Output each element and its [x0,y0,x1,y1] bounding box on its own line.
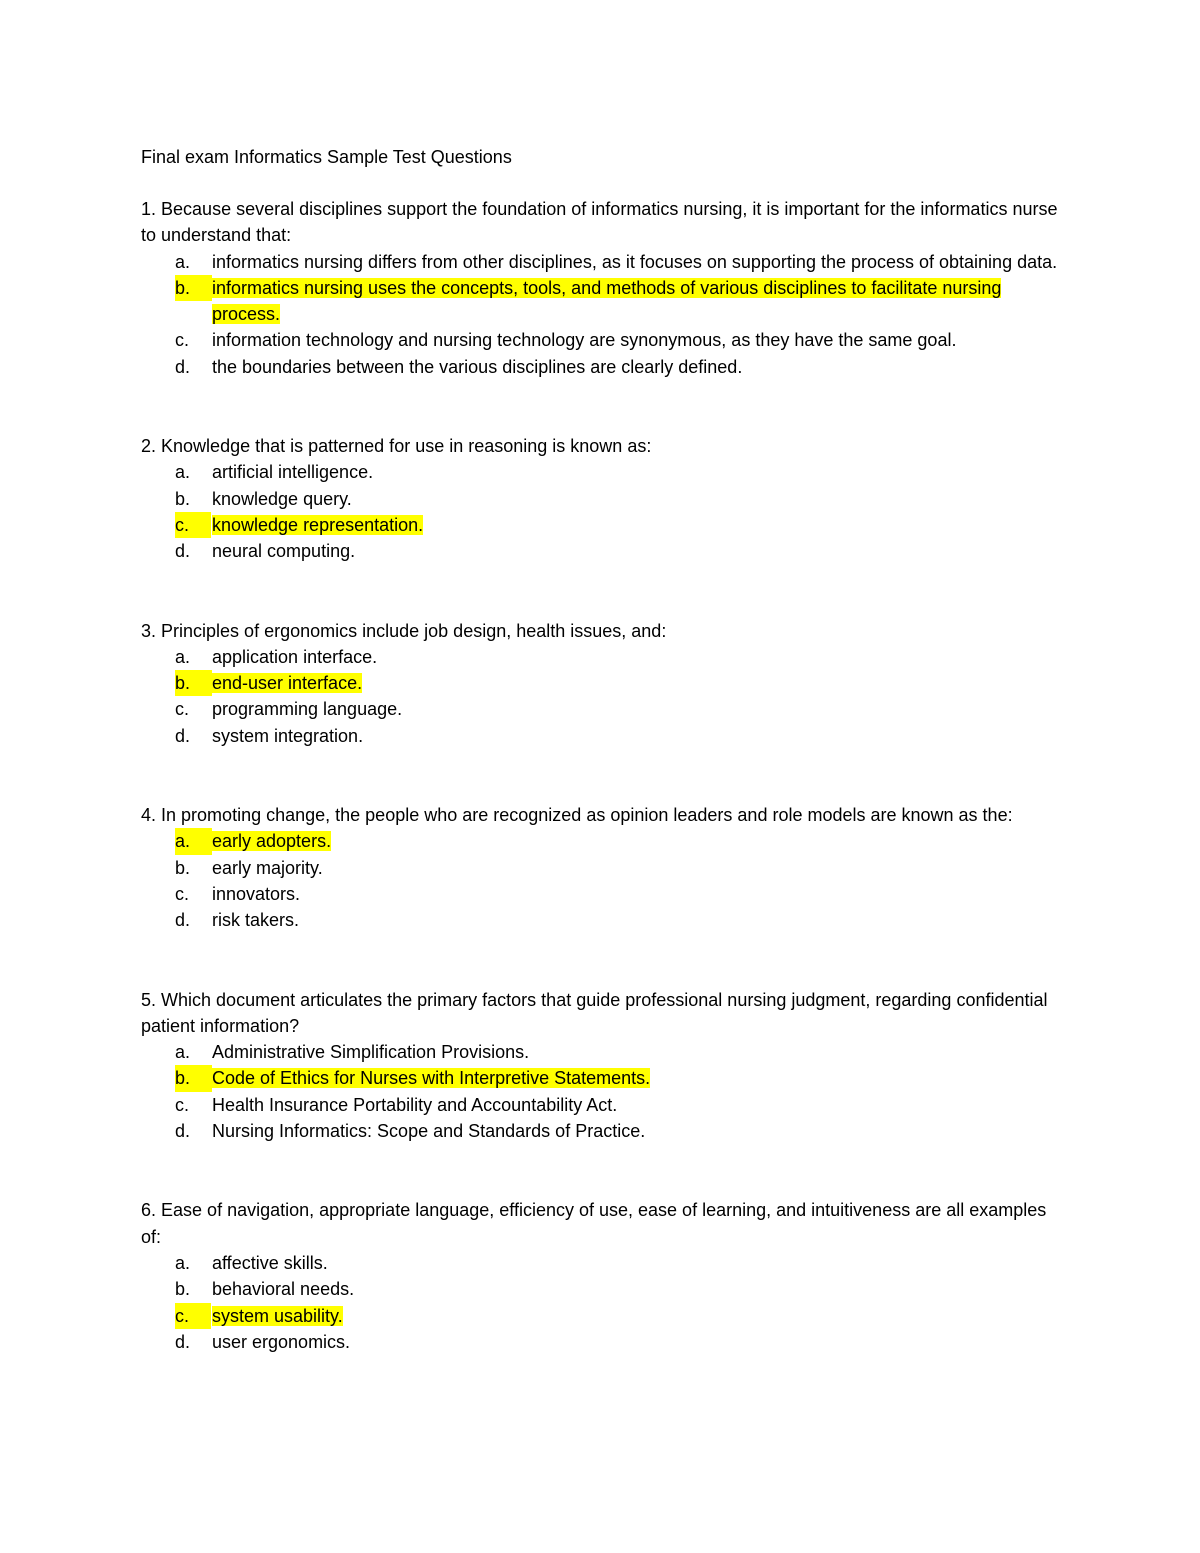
answer-options [141,1250,1071,1355]
option-letter: b. [175,488,191,509]
option-letter: a. [175,828,212,854]
option-text: application interface. [212,646,378,667]
option-text: system integration. [212,725,364,746]
question-stem [141,433,1071,459]
answer-option [141,696,1071,722]
option-text: risk takers. [212,910,300,931]
option-letter: b. [175,275,212,301]
answer-option-highlighted [141,1303,1071,1329]
answer-option [141,644,1071,670]
question-number: 6. [141,1200,157,1221]
option-letter: b. [175,1279,191,1300]
option-text: innovators. [212,883,301,904]
spacer [141,934,1071,987]
spacer [141,380,1071,433]
answer-option [141,855,1071,881]
option-text: programming language. [212,699,403,720]
option-letter: a. [175,251,191,272]
spacer [141,565,1071,618]
option-text: system usability. [212,1305,343,1326]
option-letter: a. [175,1252,191,1273]
option-text: Code of Ethics for Nurses with Interpretive Statements. [212,1068,651,1089]
option-letter: b. [175,1065,212,1091]
option-letter: d. [175,356,191,377]
answer-option [141,1118,1071,1144]
answer-option-highlighted [141,828,1071,854]
question-4 [141,802,1071,933]
spacer [141,1144,1071,1197]
option-text: affective skills. [212,1252,328,1273]
option-text: early majority. [212,857,323,878]
question-6 [141,1197,1071,1355]
answer-option [141,459,1071,485]
option-text: end-user interface. [212,673,363,694]
option-letter: d. [175,725,191,746]
answer-option [141,1092,1071,1118]
question-stem [141,987,1071,1040]
answer-option [141,1250,1071,1276]
option-text: Administrative Simplification Provisions. [212,1042,530,1063]
question-text: Ease of navigation, appropriate language, efficiency of use, ease of learning, and intuitiveness are all examples of: [141,1200,1047,1247]
option-text: the boundaries between the various disciplines are clearly defined. [212,356,743,377]
option-text: Nursing Informatics: Scope and Standards of Practice. [212,1121,646,1142]
answer-option [141,486,1071,512]
question-5 [141,987,1071,1145]
question-stem [141,1197,1071,1250]
option-letter: d. [175,1121,191,1142]
answer-option [141,538,1071,564]
answer-options [141,644,1071,749]
document-page [141,144,1071,1355]
answer-option [141,723,1071,749]
answer-option-highlighted [141,1065,1071,1091]
option-text: user ergonomics. [212,1331,351,1352]
answer-option [141,327,1071,353]
answer-options [141,1039,1071,1144]
option-letter: a. [175,646,191,667]
option-letter: c. [175,330,190,351]
answer-option [141,1276,1071,1302]
option-letter: a. [175,1042,191,1063]
question-number: 2. [141,436,157,457]
answer-option [141,1039,1071,1065]
spacer [141,170,1071,196]
question-stem [141,802,1071,828]
question-list [141,196,1071,1355]
option-letter: c. [175,1303,211,1329]
option-text: Health Insurance Portability and Accountability Act. [212,1094,618,1115]
option-text: knowledge query. [212,488,352,509]
option-letter: c. [175,699,190,720]
answer-options [141,459,1071,564]
answer-options [141,828,1071,933]
question-text: Which document articulates the primary factors that guide professional nursing judgment, regarding confidential patient information? [141,989,1048,1036]
option-text: informatics nursing uses the concepts, tools, and methods of various disciplines to facilitate nursing process. [212,277,1002,325]
option-text: information technology and nursing technology are synonymous, as they have the same goal. [212,330,957,351]
answer-option-highlighted [141,512,1071,538]
question-text: Knowledge that is patterned for use in reasoning is known as: [161,436,652,457]
question-stem [141,618,1071,644]
question-number: 4. [141,805,157,826]
option-text: neural computing. [212,541,356,562]
document-title: Final exam Informatics Sample Test Questions [141,147,512,167]
question-2 [141,433,1071,564]
option-text: behavioral needs. [212,1279,355,1300]
question-3 [141,618,1071,749]
question-text: Principles of ergonomics include job design, health issues, and: [161,620,667,641]
answer-option [141,354,1071,380]
option-letter: c. [175,512,211,538]
option-letter: b. [175,670,212,696]
option-text: early adopters. [212,831,332,852]
option-text: artificial intelligence. [212,462,374,483]
option-letter: c. [175,1094,190,1115]
option-text: informatics nursing differs from other disciplines, as it focuses on supporting the process of obtaining data. [212,251,1058,272]
question-text: In promoting change, the people who are recognized as opinion leaders and role models are known as the: [161,805,1013,826]
option-letter: d. [175,541,191,562]
question-number: 5. [141,989,157,1010]
question-1 [141,196,1071,380]
option-letter: d. [175,910,191,931]
answer-option [141,881,1071,907]
question-number: 1. [141,199,157,219]
option-letter: d. [175,1331,191,1352]
option-text: knowledge representation. [212,514,424,535]
answer-options [141,249,1071,380]
answer-option-highlighted [141,670,1071,696]
question-stem [141,196,1071,249]
option-letter: c. [175,883,190,904]
option-letter: b. [175,857,191,878]
question-text: Because several disciplines support the foundation of informatics nursing, it is important for the informatics nurse to understand that: [141,199,1058,246]
answer-option [141,907,1071,933]
answer-option [141,1329,1071,1355]
answer-option [141,249,1071,275]
answer-option-highlighted [141,275,1071,328]
option-letter: a. [175,462,191,483]
question-number: 3. [141,620,157,641]
spacer [141,749,1071,802]
